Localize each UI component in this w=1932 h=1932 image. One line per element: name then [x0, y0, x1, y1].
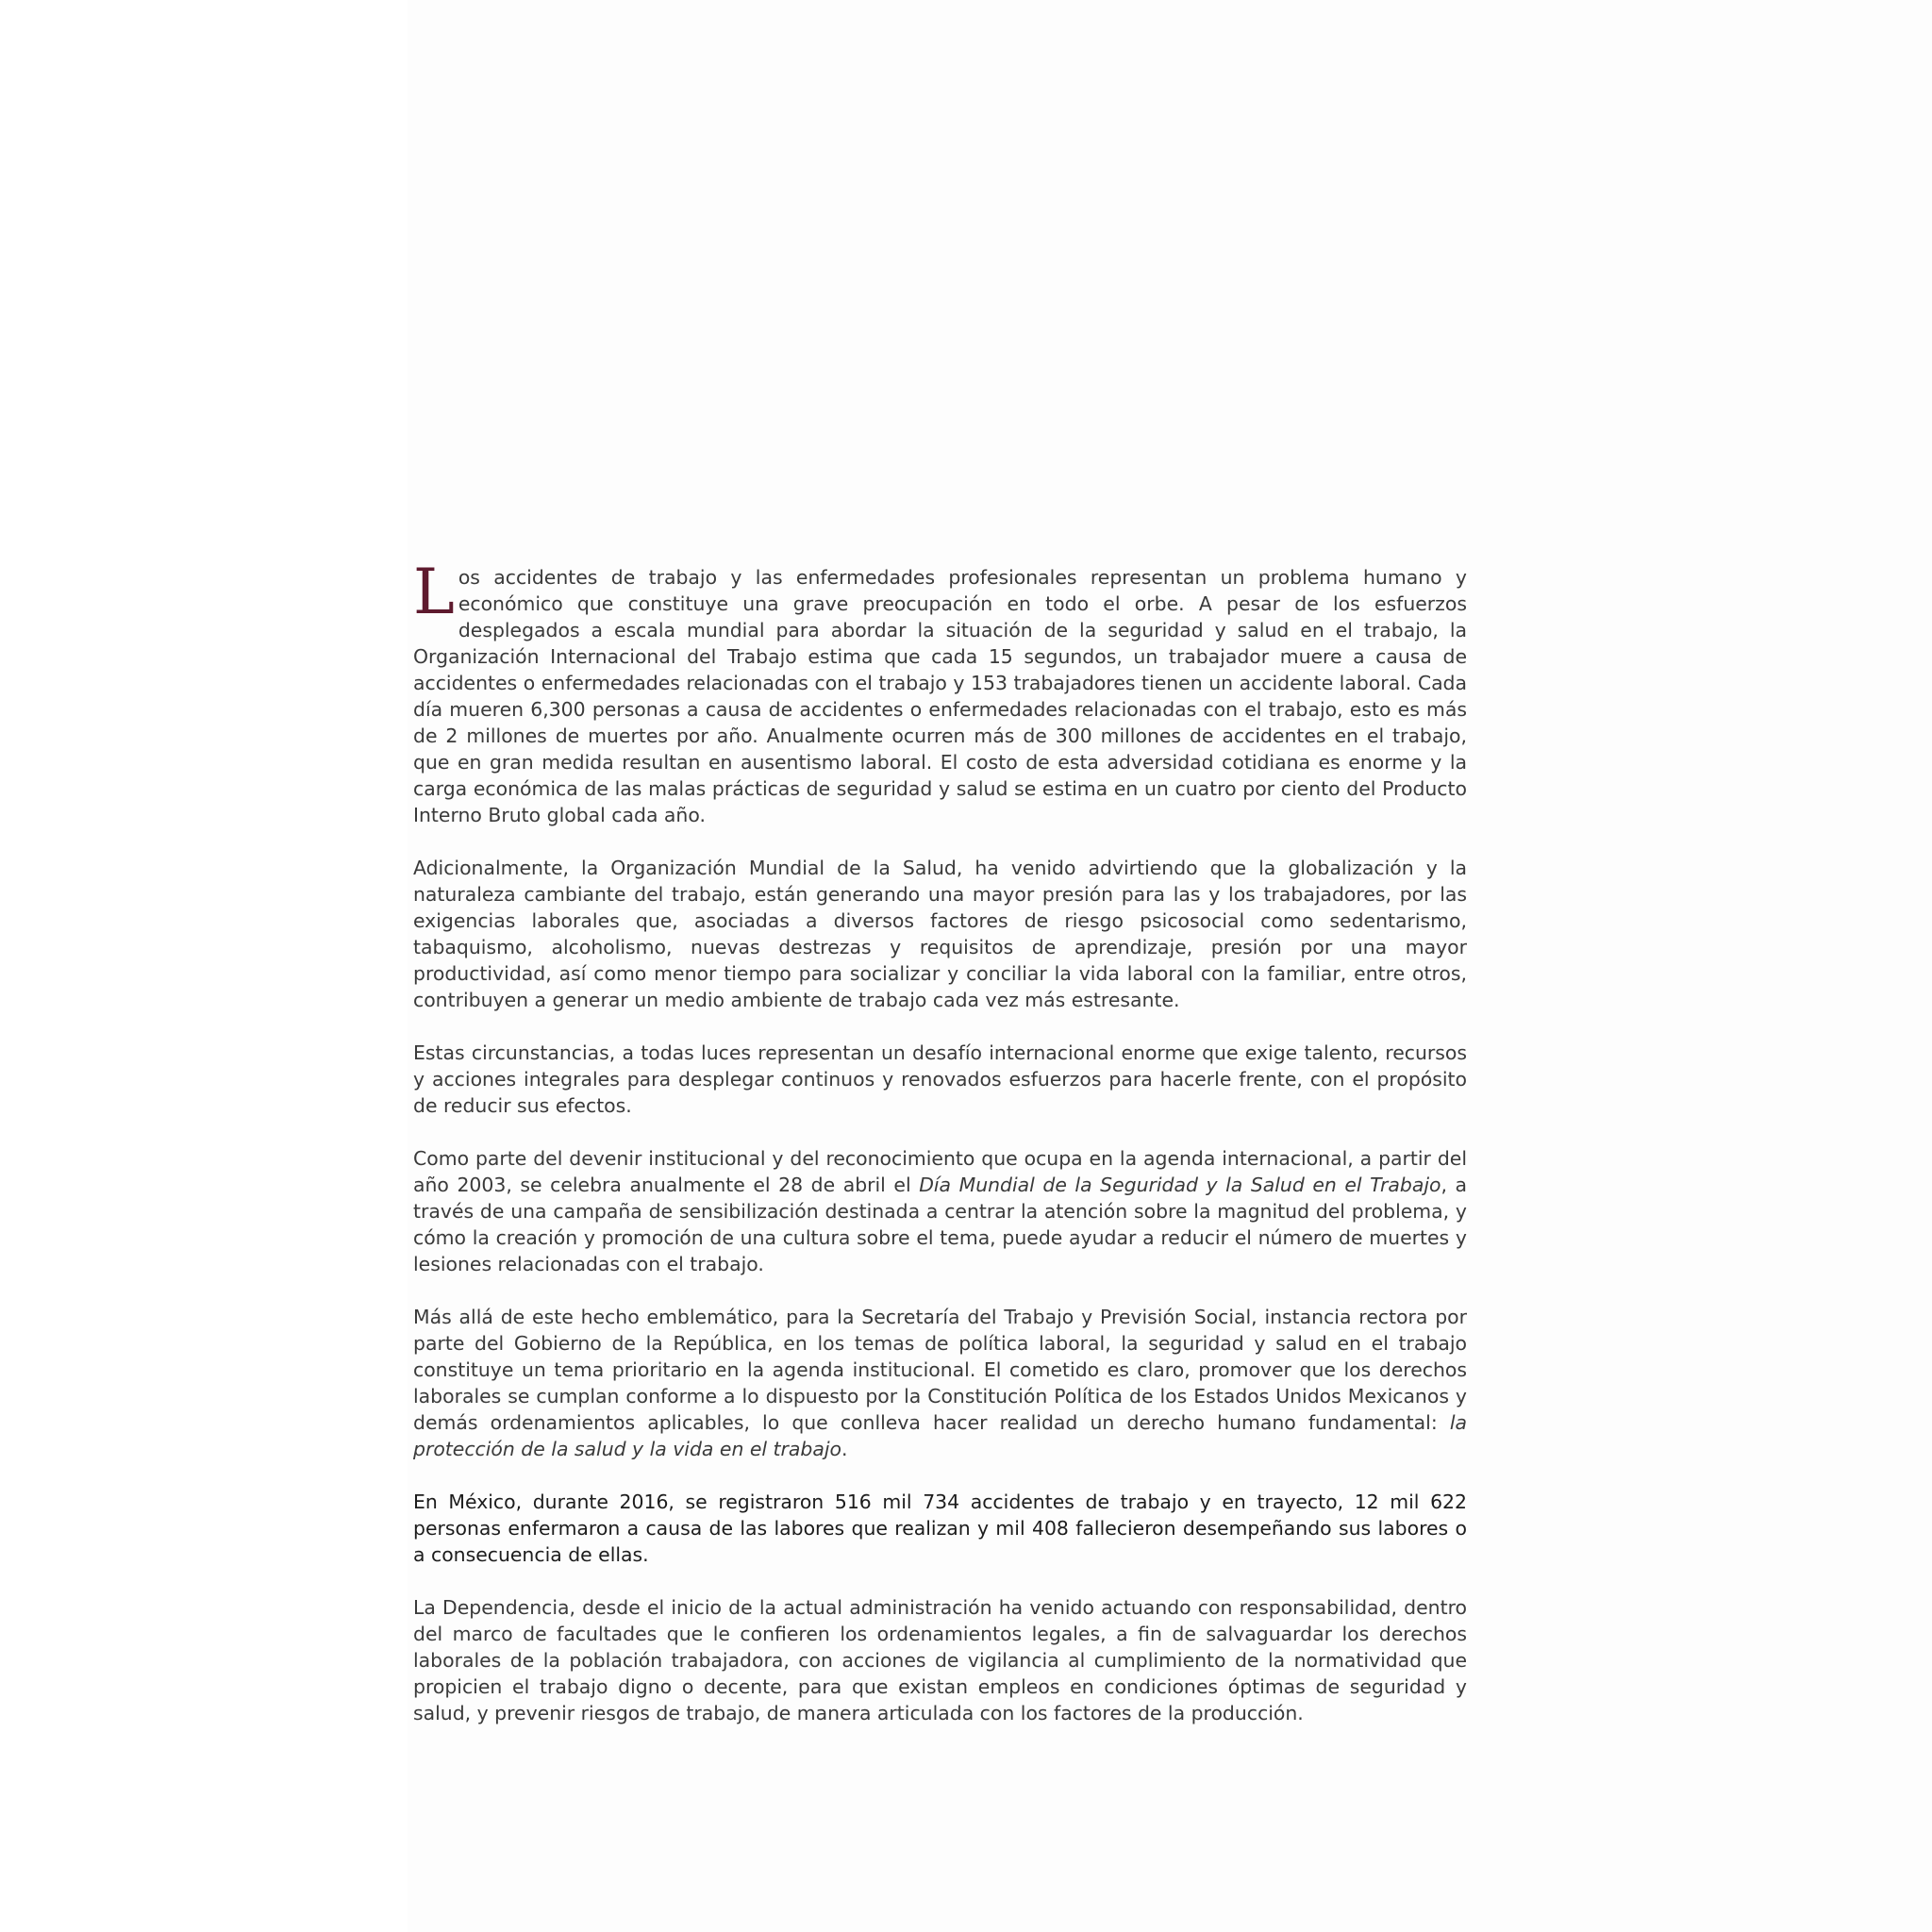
- paragraph-dependencia: La Dependencia, desde el inicio de la actual administración ha venido actuando con responsabilidad, dentro del marco de facultades que le confieren los ordenamientos legales, a fin de salvaguardar los derechos laborales de la población trabajadora, con acciones de vigilancia al cumplimiento de la normatividad que propicien el trabajo digno o decente, para que existan empleos en condiciones óptimas de seguridad y salud, y prevenir riesgos de trabajo, de manera articulada con los factores de la producción.: [413, 1596, 1467, 1724]
- paragraph-who: Adicionalmente, la Organización Mundial de la Salud, ha venido advirtiendo que la globalización y la naturaleza cambiante del trabajo, están generando una mayor presión para las y los trabajadores, por las exigencias laborales que, asociadas a diversos factores de riesgo psicosocial como sedentarismo, tabaquismo, alcoholismo, nuevas destrezas y requisitos de aprendizaje, presión por una mayor productividad, así como menor tiempo para socializar y conciliar la vida laboral con la familiar, entre otros, contribuyen a generar un medio ambiente de trabajo cada vez más estresante.: [413, 857, 1467, 1011]
- paragraph-stps-before: Más allá de este hecho emblemático, para la Secretaría del Trabajo y Previsión Social, instancia rectora por parte del Gobierno de la República, en los temas de política laboral, la seguridad y salud en el trabajo constituye un tema prioritario en la agenda institucional. El cometido es claro, promover que los derechos laborales se cumplan conforme a lo dispuesto por la Constitución Política de los Estados Unidos Mexicanos y demás ordenamientos aplicables, lo que conlleva hacer realidad un derecho humano fundamental:: [413, 1306, 1467, 1434]
- paragraph-stps-after: .: [841, 1438, 848, 1460]
- paragraph-world-day: [413, 1145, 1467, 1277]
- drop-cap: L: [413, 556, 455, 628]
- world-day-title: Día Mundial de la Seguridad y la Salud en el Trabajo: [919, 1174, 1441, 1196]
- fundamental-right: la protección de la salud y la vida en el trabajo: [413, 1411, 1467, 1460]
- paragraph-world-day-before: Como parte del devenir institucional y del reconocimiento que ocupa en la agenda internacional, a partir del año 2003, se celebra anualmente el 28 de abril el: [413, 1147, 1467, 1196]
- paragraph-world-day-after: , a través de una campaña de sensibilización destinada a centrar la atención sobre la magnitud del problema, y cómo la creación y promoción de una cultura sobre el tema, puede ayudar a reducir el número de muertes y lesiones relacionadas con el trabajo.: [413, 1174, 1468, 1275]
- paragraph-mexico-stats: En México, durante 2016, se registraron 516 mil 734 accidentes de trabajo y en trayecto, 12 mil 622 personas enfermaron a causa de las labores que realizan y mil 408 fallecieron desempeñando sus labores o a consecuencia de ellas.: [413, 1491, 1467, 1566]
- document-body: [413, 556, 1468, 1726]
- paragraph-challenge: Estas circunstancias, a todas luces representan un desafío internacional enorme que exige talento, recursos y acciones integrales para desplegar continuos y renovados esfuerzos para hacerle frente, con el propósito de reducir sus efectos.: [413, 1041, 1467, 1117]
- paragraph-intro: [413, 556, 1467, 828]
- paragraph-stps: [413, 1304, 1467, 1462]
- paragraph-intro-text: os accidentes de trabajo y las enfermedades profesionales representan un problema humano y económico que constituye una grave preocupación en todo el orbe. A pesar de los esfuerzos desplegados a escala mundial para abordar la situación de la seguridad y salud en el trabajo, la Organización Internacional del Trabajo estima que cada 15 segundos, un trabajador muere a causa de accidentes o enfermedades relacionadas con el trabajo y 153 trabajadores tienen un accidente laboral. Cada día mueren 6,300 personas a causa de accidentes o enfermedades relacionadas con el trabajo, esto es más de 2 millones de muertes por año. Anualmente ocurren más de 300 millones de accidentes en el trabajo, que en gran medida resultan en ausentismo laboral. El costo de esta adversidad cotidiana es enorme y la carga económica de las malas prácticas de seguridad y salud se estima en un cuatro por ciento del Producto Interno Bruto global cada año.: [413, 566, 1467, 826]
